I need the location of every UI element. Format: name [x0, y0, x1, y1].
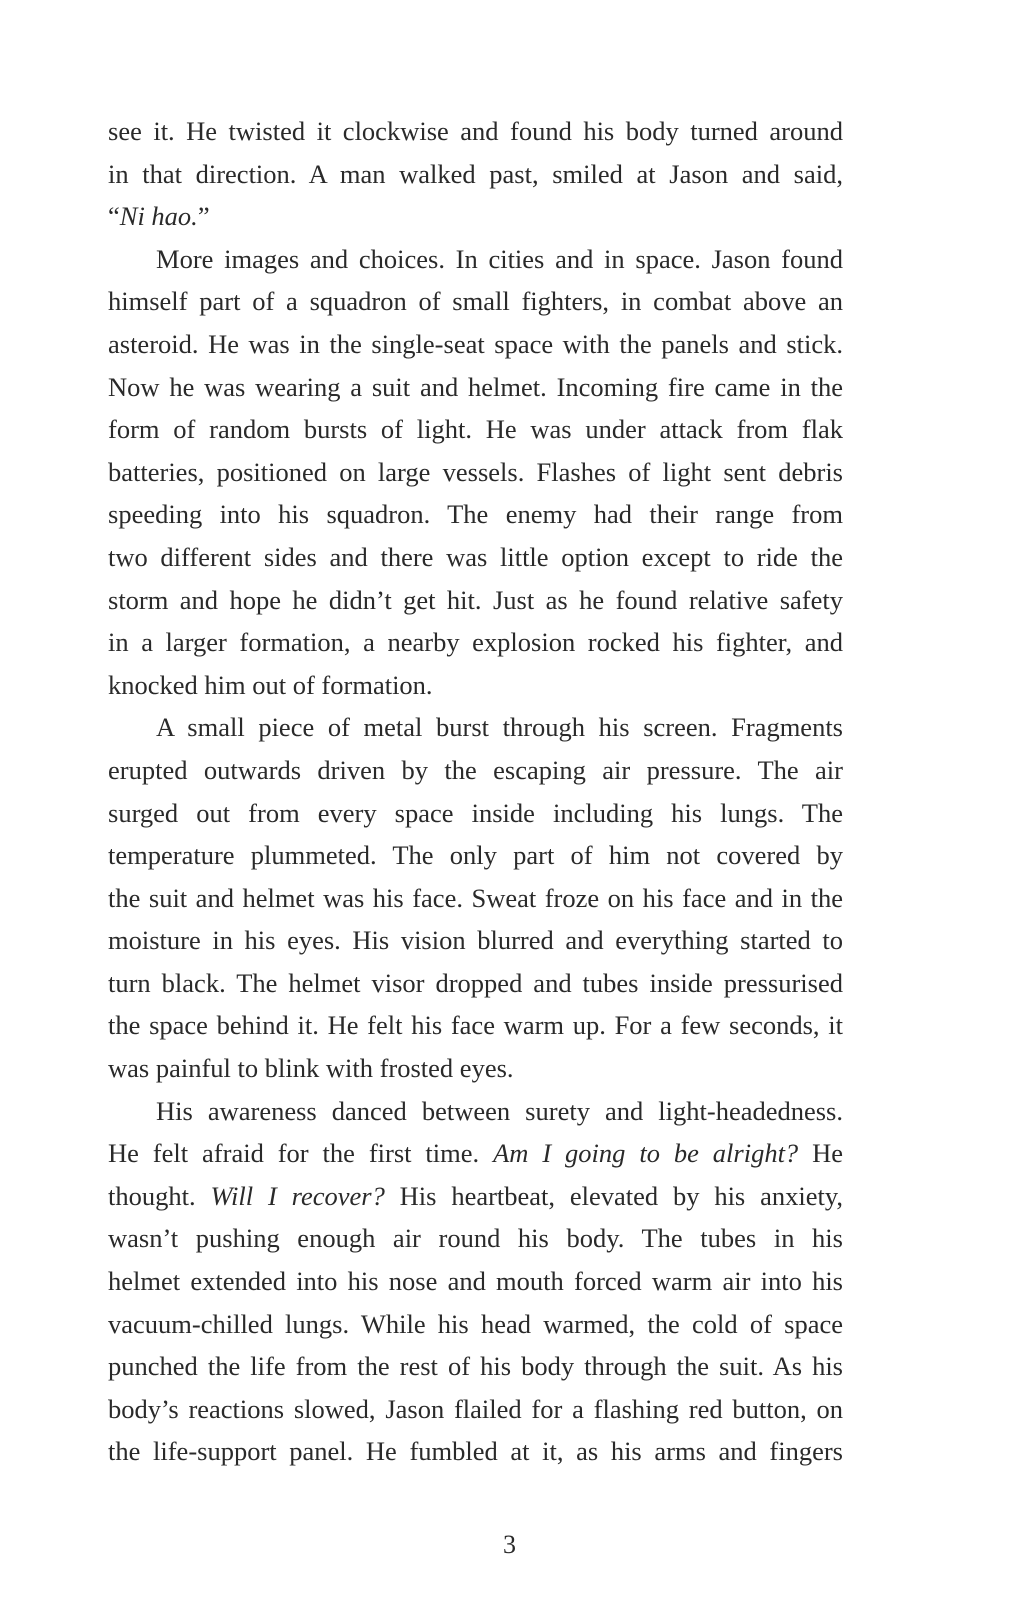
book-page-text — [108, 110, 843, 1473]
text-segment: himself part of a squadron of small fighters, in combat above an — [108, 286, 843, 317]
paragraph — [108, 1090, 843, 1473]
text-segment: vacuum-chilled lungs. While his head warmed, the cold of space — [108, 1308, 843, 1339]
text-segment: erupted outwards driven by the escaping air pressure. The air — [108, 754, 843, 785]
text-line — [108, 1260, 843, 1303]
text-line — [108, 238, 843, 281]
text-line — [108, 1388, 843, 1431]
text-line — [108, 195, 843, 238]
paragraph — [108, 238, 843, 707]
text-line — [108, 664, 843, 707]
text-segment: the suit and helmet was his face. Sweat froze on his face and in the — [108, 882, 843, 913]
page-number: 3 — [503, 1530, 516, 1559]
text-line — [108, 1090, 843, 1133]
text-line — [108, 153, 843, 196]
text-line — [108, 1303, 843, 1346]
text-segment: asteroid. He was in the single-seat space with the panels and stick. — [108, 328, 843, 359]
text-segment: His awareness danced between surety and light-headedness. — [156, 1095, 843, 1126]
text-segment: He felt afraid for the first time. — [108, 1138, 494, 1169]
text-segment: in that direction. A man walked past, smiled at Jason and said, — [108, 158, 843, 189]
text-line — [108, 1430, 843, 1473]
italic-text: Am I going to be alright? — [493, 1138, 799, 1169]
text-segment: see it. He twisted it clockwise and found his body turned around — [108, 116, 843, 146]
italic-text: Will I recover? — [210, 1180, 385, 1211]
text-segment: temperature plummeted. The only part of him not covered by — [108, 840, 843, 871]
text-line — [108, 280, 843, 323]
text-segment: thought. — [108, 1180, 211, 1211]
text-line — [108, 1004, 843, 1047]
text-segment: two different sides and there was little option except to ride the — [108, 541, 843, 572]
text-segment: form of random bursts of light. He was under attack from flak — [108, 414, 843, 445]
text-segment: storm and hope he didn’t get hit. Just as he found relative safety — [108, 584, 843, 615]
text-line — [108, 323, 843, 366]
text-segment: Now he was wearing a suit and helmet. Incoming fire came in the — [108, 371, 843, 402]
text-segment: was painful to blink with frosted eyes. — [108, 1053, 514, 1084]
text-line — [108, 110, 843, 153]
text-line — [108, 493, 843, 536]
text-line — [108, 1345, 843, 1388]
text-line — [108, 834, 843, 877]
text-line — [108, 1047, 843, 1090]
text-line — [108, 792, 843, 835]
text-line — [108, 1217, 843, 1260]
text-segment: the life-support panel. He fumbled at it, as his arms and fingers — [108, 1436, 843, 1467]
text-segment: A small piece of metal burst through his screen. Fragments — [156, 712, 843, 743]
paragraph — [108, 110, 843, 238]
text-line — [108, 962, 843, 1005]
text-segment: in a larger formation, a nearby explosion rocked his fighter, and — [108, 627, 843, 658]
text-line — [108, 366, 843, 409]
text-segment: batteries, positioned on large vessels. Flashes of light sent debris — [108, 456, 843, 487]
text-line — [108, 706, 843, 749]
text-line — [108, 408, 843, 451]
text-segment: His heartbeat, elevated by his anxiety, — [384, 1180, 843, 1211]
italic-text: Ni hao. — [119, 201, 198, 232]
text-segment: speeding into his squadron. The enemy had their range from — [108, 499, 843, 530]
text-line — [108, 1132, 843, 1175]
text-line — [108, 877, 843, 920]
text-segment: turn black. The helmet visor dropped and tubes inside pressurised — [108, 967, 843, 998]
text-line — [108, 621, 843, 664]
text-segment: More images and choices. In cities and in space. Jason found — [156, 243, 843, 274]
text-line — [108, 749, 843, 792]
text-line — [108, 579, 843, 622]
text-segment: He — [798, 1138, 843, 1169]
text-segment: body’s reactions slowed, Jason flailed for a flashing red button, on — [108, 1393, 843, 1424]
text-line — [108, 451, 843, 494]
text-line — [108, 1175, 843, 1218]
text-segment: knocked him out of formation. — [108, 669, 433, 700]
text-line — [108, 536, 843, 579]
text-segment: the space behind it. He felt his face warm up. For a few seconds, it — [108, 1010, 843, 1041]
text-segment: wasn’t pushing enough air round his body. The tubes in his — [108, 1223, 843, 1254]
text-segment: punched the life from the rest of his body through the suit. As his — [108, 1351, 843, 1382]
paragraph — [108, 706, 843, 1089]
text-segment: helmet extended into his nose and mouth forced warm air into his — [108, 1266, 843, 1297]
text-line — [108, 919, 843, 962]
text-segment: surged out from every space inside including his lungs. The — [108, 797, 843, 828]
text-segment: moisture in his eyes. His vision blurred and everything started to — [108, 925, 843, 956]
text-segment: ” — [197, 201, 210, 232]
text-segment: “ — [108, 201, 120, 232]
